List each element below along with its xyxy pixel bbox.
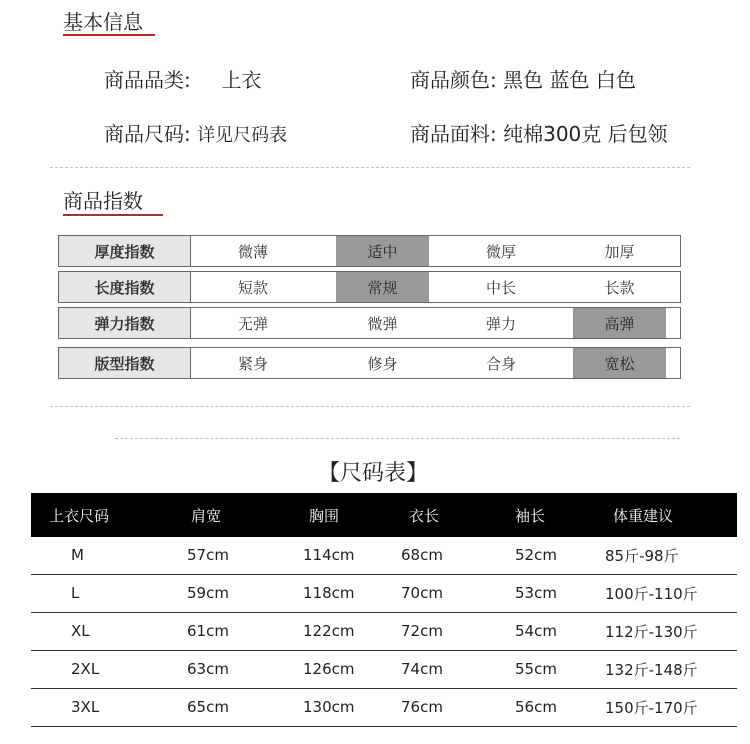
color-label: 商品颜色: <box>410 68 497 92</box>
index-option: 修身 <box>367 354 398 373</box>
table-cell: M <box>71 546 84 564</box>
header-chest: 胸围 <box>309 506 340 525</box>
fabric-attr <box>410 118 668 147</box>
category-label: 商品品类: <box>104 68 191 92</box>
header-shoulder: 肩宽 <box>191 506 222 525</box>
index-option: 微弹 <box>367 314 398 333</box>
header-sleeve: 袖长 <box>515 506 546 525</box>
index-option: 合身 <box>485 354 516 373</box>
table-cell: 52cm <box>515 546 557 564</box>
table-cell: 68cm <box>401 546 443 564</box>
table-cell: 74cm <box>401 660 443 678</box>
size-label: 商品尺码: <box>104 122 191 146</box>
table-row <box>31 537 737 575</box>
index-option: 长款 <box>604 278 635 297</box>
index-row <box>58 307 681 339</box>
table-cell: 85斤-98斤 <box>605 546 679 565</box>
index-underline <box>63 214 163 216</box>
table-row <box>31 613 737 651</box>
index-row-label: 弹力指数 <box>59 308 191 338</box>
table-cell: 100斤-110斤 <box>605 584 698 603</box>
fabric-value: 纯棉300克 后包领 <box>503 122 668 146</box>
size-table-title: 【尺码表】 <box>318 461 429 486</box>
table-cell: 59cm <box>187 584 229 602</box>
index-title: 商品指数 <box>63 189 143 213</box>
table-cell: 122cm <box>303 622 355 640</box>
index-option-selected: 宽松 <box>573 348 666 378</box>
table-cell: 55cm <box>515 660 557 678</box>
table-cell: 63cm <box>187 660 229 678</box>
divider-2 <box>50 406 690 407</box>
table-cell: 126cm <box>303 660 355 678</box>
table-cell: 70cm <box>401 584 443 602</box>
size-attr <box>104 118 287 147</box>
basic-info-title: 基本信息 <box>63 10 143 34</box>
table-cell: 112斤-130斤 <box>605 622 698 641</box>
table-cell: XL <box>71 622 90 640</box>
table-row <box>31 689 737 727</box>
index-option-selected: 高弹 <box>573 308 666 338</box>
table-cell: 130cm <box>303 698 355 716</box>
table-cell: 150斤-170斤 <box>605 698 698 717</box>
index-row <box>58 347 681 379</box>
index-option: 加厚 <box>604 242 635 261</box>
header-size: 上衣尺码 <box>49 506 110 525</box>
table-cell: 132斤-148斤 <box>605 660 698 679</box>
color-attr <box>410 64 636 93</box>
index-option: 微厚 <box>485 242 516 261</box>
index-row <box>58 235 681 267</box>
divider-3 <box>115 438 680 439</box>
table-cell: 118cm <box>303 584 355 602</box>
size-table-header <box>31 493 737 537</box>
index-row-label: 长度指数 <box>59 272 191 302</box>
fabric-label: 商品面料: <box>410 122 497 146</box>
header-length: 衣长 <box>409 506 440 525</box>
index-option: 中长 <box>485 278 516 297</box>
index-row-label: 厚度指数 <box>59 236 191 266</box>
table-cell: 56cm <box>515 698 557 716</box>
table-row <box>31 651 737 689</box>
divider-1 <box>50 167 690 168</box>
table-cell: 53cm <box>515 584 557 602</box>
index-row <box>58 271 681 303</box>
table-row <box>31 575 737 613</box>
basic-info-underline <box>63 34 155 36</box>
table-cell: 61cm <box>187 622 229 640</box>
table-cell: 65cm <box>187 698 229 716</box>
index-option: 紧身 <box>237 354 268 373</box>
table-cell: 72cm <box>401 622 443 640</box>
index-option-selected: 适中 <box>336 236 429 266</box>
table-cell: 114cm <box>303 546 355 564</box>
table-cell: 57cm <box>187 546 229 564</box>
table-cell: L <box>71 584 80 602</box>
index-option: 弹力 <box>485 314 516 333</box>
index-option: 短款 <box>237 278 268 297</box>
table-cell: 54cm <box>515 622 557 640</box>
size-value: 详见尺码表 <box>197 125 288 146</box>
table-cell: 76cm <box>401 698 443 716</box>
category-attr <box>104 64 261 93</box>
index-option: 微薄 <box>237 242 268 261</box>
table-cell: 3XL <box>71 698 100 716</box>
index-row-label: 版型指数 <box>59 348 191 378</box>
index-option-selected: 常规 <box>336 272 429 302</box>
category-value: 上衣 <box>221 68 262 92</box>
table-cell: 2XL <box>71 660 100 678</box>
color-value: 黑色 蓝色 白色 <box>503 68 636 92</box>
index-option: 无弹 <box>237 314 268 333</box>
header-weight: 体重建议 <box>613 506 674 525</box>
